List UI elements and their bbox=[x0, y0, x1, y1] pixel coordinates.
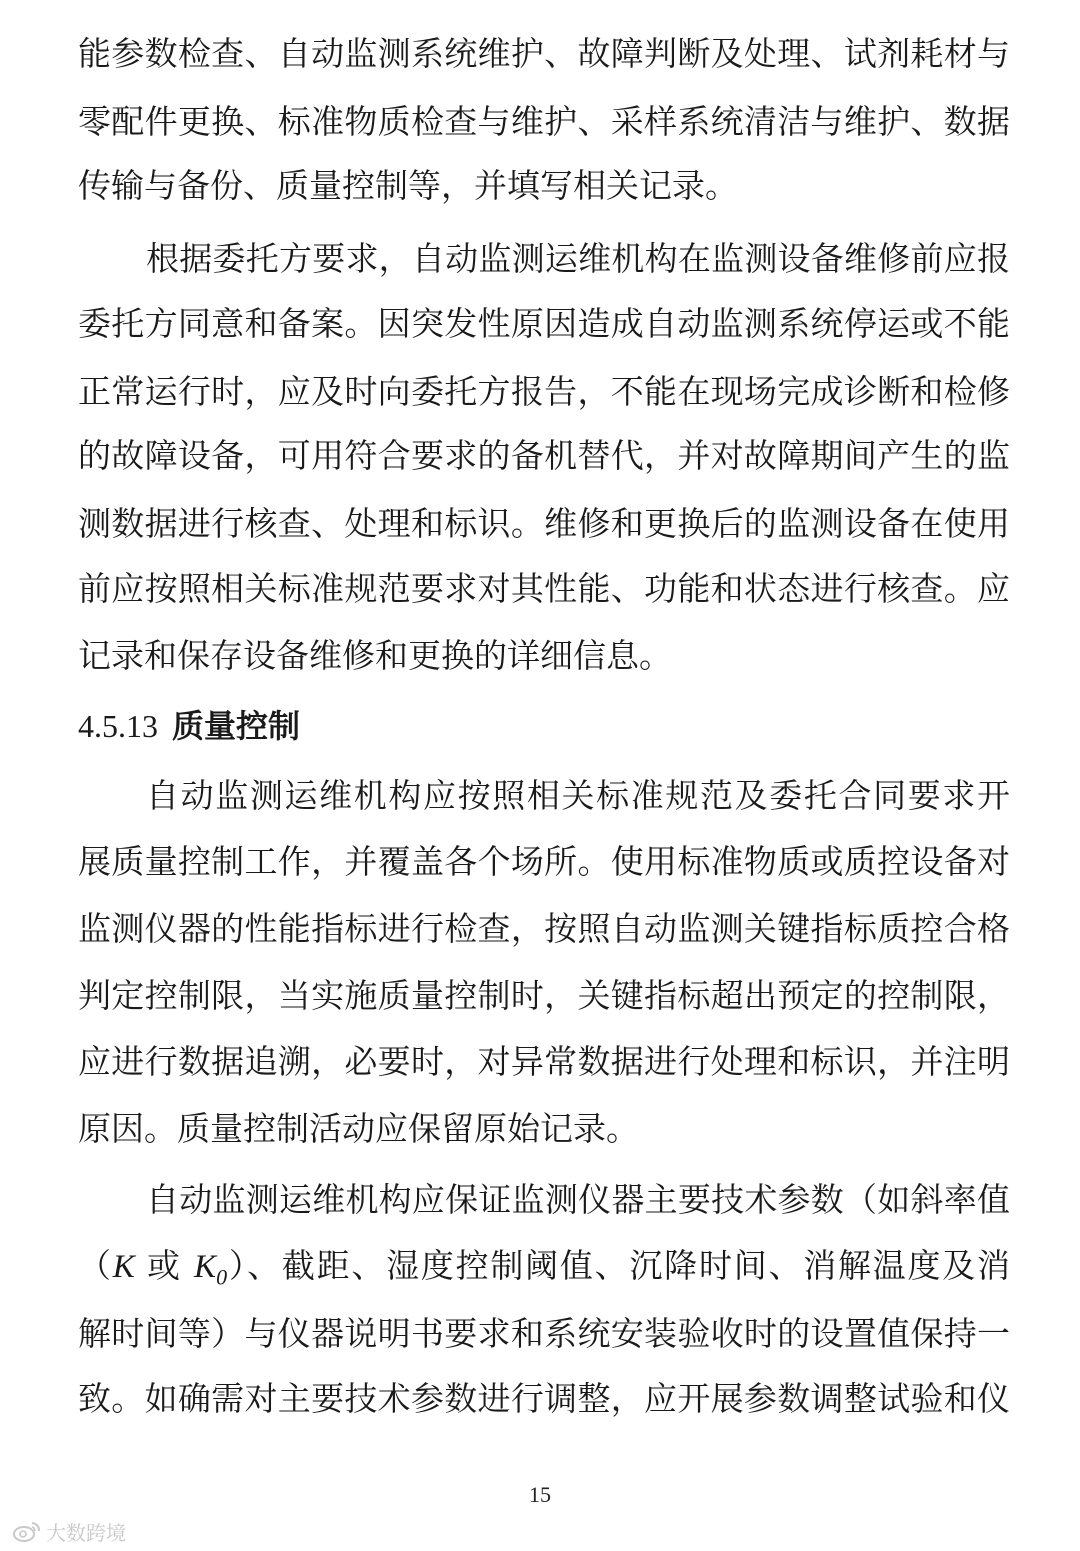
weibo-logo-icon bbox=[12, 1519, 42, 1543]
paragraph-2-line-4: 的故障设备，可用符合要求的备机替代，并对故障期间产生的监 bbox=[78, 436, 1010, 475]
paragraph-4-line-1: 自动监测运维机构应保证监测仪器主要技术参数（如斜率值 bbox=[146, 1180, 1010, 1219]
paragraph-2-line-6: 前应按照相关标准规范要求对其性能、功能和状态进行核查。应 bbox=[78, 569, 1010, 608]
paragraph-2-line-1: 根据委托方要求，自动监测运维机构在监测设备维修前应报 bbox=[146, 239, 1010, 278]
paragraph-3-line-5: 应进行数据追溯，必要时，对异常数据进行处理和标识，并注明 bbox=[78, 1042, 1010, 1081]
paragraph-3-line-2: 展质量控制工作，并覆盖各个场所。使用标准物质或质控设备对 bbox=[78, 842, 1010, 881]
section-title: 质量控制 bbox=[172, 707, 301, 745]
paragraph-2-line-2: 委托方同意和备案。因突发性原因造成自动监测系统停运或不能 bbox=[78, 304, 1010, 343]
symbol-k0: K bbox=[194, 1249, 217, 1285]
paragraph-3-line-1: 自动监测运维机构应按照相关标准规范及委托合同要求开 bbox=[146, 776, 1010, 815]
symbol-k0-subscript: 0 bbox=[216, 1264, 228, 1290]
paragraph-3-line-6: 原因。质量控制活动应保留原始记录。 bbox=[78, 1109, 639, 1148]
section-heading bbox=[78, 700, 300, 752]
open-paren: （ bbox=[78, 1246, 113, 1285]
section-number: 4.5.13 bbox=[78, 708, 158, 744]
paragraph-2-line-7: 记录和保存设备维修和更换的详细信息。 bbox=[78, 636, 672, 675]
paragraph-1-line-3: 传输与备份、质量控制等，并填写相关记录。 bbox=[78, 166, 738, 205]
word-or: 或 bbox=[134, 1246, 195, 1285]
paragraph-2-line-3: 正常运行时，应及时向委托方报告，不能在现场完成诊断和检修 bbox=[78, 372, 1010, 411]
page-number: 15 bbox=[529, 1482, 551, 1507]
paragraph-3-line-3: 监测仪器的性能指标进行检查，按照自动监测关键指标质控合格 bbox=[78, 909, 1010, 948]
symbol-k: K bbox=[112, 1249, 135, 1285]
paragraph-3-line-4: 判定控制限，当实施质量控制时，关键指标超出预定的控制限， bbox=[78, 976, 1010, 1015]
paragraph-2-line-5: 测数据进行核查、处理和标识。维修和更换后的监测设备在使用 bbox=[78, 504, 1010, 543]
paragraph-4-line-2 bbox=[78, 1242, 1010, 1290]
paragraph-1-line-1: 能参数检查、自动监测系统维护、故障判断及处理、试剂耗材与 bbox=[78, 34, 1010, 73]
paragraph-1-line-2: 零配件更换、标准物质检查与维护、采样系统清洁与维护、数据 bbox=[78, 102, 1010, 141]
paragraph-4-line-2-rest: ）、截距、湿度控制阈值、沉降时间、消解温度及消 bbox=[227, 1246, 1010, 1285]
watermark bbox=[12, 1517, 126, 1545]
watermark-text: 大数跨境 bbox=[46, 1520, 126, 1545]
paragraph-4-line-3: 解时间等）与仪器说明书要求和系统安装验收时的设置值保持一 bbox=[78, 1314, 1010, 1353]
paragraph-4-line-4: 致。如确需对主要技术参数进行调整，应开展参数调整试验和仪 bbox=[78, 1379, 1010, 1418]
